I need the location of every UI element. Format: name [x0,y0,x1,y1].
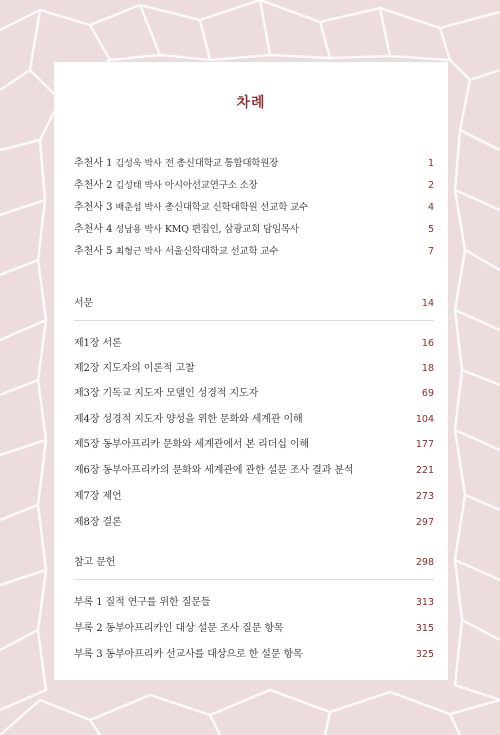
section-divider [74,579,434,580]
entry-page-number: 104 [415,414,434,425]
entry-page-number: 273 [415,491,434,502]
entry-page-number: 69 [421,388,434,399]
section-divider [74,320,434,321]
entry-prefix: 추천사 3 [74,202,113,213]
toc-entry-appendix-2[interactable] [74,621,434,637]
entry-label: 부록 1 질적 연구를 위한 질문들 [74,597,211,608]
entry-prefix: 추천사 5 [74,246,113,257]
entry-label: 서문 [74,298,94,309]
toc-entry-chapter-7[interactable] [74,489,434,505]
entry-page-number: 297 [415,517,434,528]
toc-entry-recommendation-1[interactable] [74,156,434,172]
entry-page-number: 325 [415,649,434,660]
toc-entry-chapter-3[interactable] [74,386,434,402]
toc-entry-recommendation-2[interactable] [74,178,434,194]
toc-entry-chapter-2[interactable] [74,361,434,377]
entry-prefix: 추천사 1 [74,158,113,169]
entry-author: 김성태 박사 [115,181,162,191]
entry-description: 서울신학대학교 선교학 교수 [164,246,279,257]
entry-description: 전 총신대학교 통합대학원장 [164,158,279,169]
entry-page-number: 177 [415,439,434,450]
entry-page-number: 1 [427,158,434,169]
entry-page-number: 313 [415,597,434,608]
toc-entry-recommendation-3[interactable] [74,200,434,216]
entry-label: 제6장 동부아프리카의 문화와 세계관에 관한 설문 조사 결과 분석 [74,465,354,476]
toc-entry-preface[interactable] [74,296,434,312]
toc-entry-recommendation-4[interactable] [74,222,434,238]
entry-author: 최형근 박사 [115,247,162,257]
entry-label: 제7장 제언 [74,491,122,502]
toc-entry-recommendation-5[interactable] [74,244,434,260]
toc-entry-appendix-3[interactable] [74,647,434,663]
page-title: 차례 [236,95,266,111]
entry-page-number: 298 [415,557,434,568]
entry-label: 제4장 성경적 지도자 양성을 위한 문화와 세계관 이해 [74,414,303,425]
toc-entry-appendix-1[interactable] [74,595,434,611]
entry-page-number: 18 [421,363,434,374]
entry-page-number: 4 [427,202,434,213]
entry-label: 참고 문헌 [74,557,116,568]
entry-page-number: 7 [427,246,434,257]
entry-author: 김성욱 박사 [115,159,162,169]
entry-label: 제3장 기독교 지도자 모델인 성경적 지도자 [74,388,259,399]
entry-page-number: 2 [427,180,434,191]
toc-entry-chapter-5[interactable] [74,437,434,453]
entry-label: 제5장 동부아프리카 문화와 세계관에서 본 리더십 이해 [74,439,310,450]
entry-prefix: 추천사 2 [74,180,113,191]
toc-entry-chapter-1[interactable] [74,336,434,352]
entry-page-number: 16 [421,338,434,349]
toc-entry-chapter-4[interactable] [74,412,434,428]
entry-author: 성남용 박사 [115,225,162,235]
entry-description: 총신대학교 신학대학원 선교학 교수 [164,202,308,213]
toc-entry-chapter-6[interactable] [74,463,434,479]
entry-label: 제2장 지도자의 이론적 고찰 [74,363,195,374]
entry-label: 부록 2 동부아프리카인 대상 설문 조사 질문 항목 [74,623,284,634]
entry-description: KMQ 편집인, 삼광교회 담임목사 [164,224,299,235]
entry-page-number: 221 [415,465,434,476]
entry-page-number: 14 [421,298,434,309]
entry-page-number: 5 [427,224,434,235]
toc-entry-chapter-8[interactable] [74,515,434,531]
entry-author: 배춘섭 박사 [115,203,162,213]
entry-prefix: 추천사 4 [74,224,113,235]
toc-entry-references[interactable] [74,555,434,571]
toc-page [54,62,448,680]
entry-label: 제1장 서론 [74,338,122,349]
entry-label: 부록 3 동부아프리카 선교사를 대상으로 한 설문 항목 [74,649,303,660]
entry-label: 제8장 결론 [74,517,122,528]
entry-page-number: 315 [415,623,434,634]
entry-description: 아시아선교연구소 소장 [164,180,258,191]
